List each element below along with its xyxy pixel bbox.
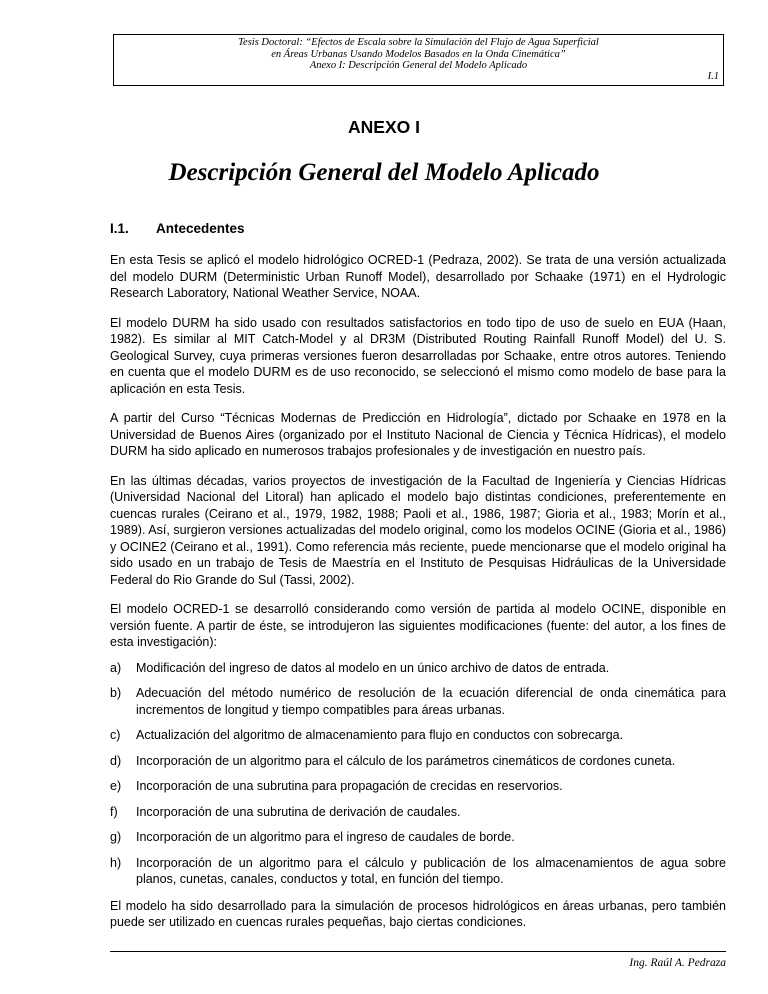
list-item xyxy=(110,753,726,770)
closing-paragraph: El modelo ha sido desarrollado para la simulación de procesos hidrológicos en áreas urbanas, pero también puede ser utilizado en cuencas rurales pequeñas, bajo ciertas condiciones. xyxy=(110,898,726,929)
footer-divider xyxy=(110,951,726,952)
list-item-label: a) xyxy=(110,660,122,675)
footer-author: Ing. Raúl A. Pedraza xyxy=(629,957,726,969)
list-item-text: Incorporación de un algoritmo para el cálculo de los parámetros cinemáticos de cordones cuneta. xyxy=(136,753,676,768)
list-item-label: f) xyxy=(110,804,118,819)
list-item xyxy=(110,685,726,718)
paragraph: El modelo DURM ha sido usado con resultados satisfactorios en todo tipo de uso de suelo en EUA (Haan, 1982). Es similar al MIT Catch-Model y al DR3M (Distributed Routing Rainfall Runoff Model) del U. S. Geological Survey, cuya primeras versiones fueron desarrolladas por Schaake, entre otros autores. Teniendo en cuenta que el modelo DURM es de uso reconocido, se seleccionó el mismo como modelo de base para la aplicación en esta Tesis. xyxy=(110,315,726,396)
list-item-label: b) xyxy=(110,686,122,700)
section-number: I.1. xyxy=(110,221,129,236)
list-item xyxy=(110,829,726,846)
list-item-label: e) xyxy=(110,779,122,793)
page-number: I.1 xyxy=(707,70,719,82)
modifications-list xyxy=(110,660,726,888)
annex-title: ANEXO I xyxy=(348,117,420,137)
paragraph: El modelo OCRED-1 se desarrolló considerando como versión de partida al modelo OCINE, disponible en versión fuente. A partir de éste, se introdujeron las siguientes modificaciones (fuente: del autor, a los fines de esta investigación): xyxy=(110,602,726,649)
header-line-1: Tesis Doctoral: “Efectos de Escala sobre la Simulación del Flujo de Agua Superficial xyxy=(238,37,599,48)
section-heading xyxy=(110,221,245,236)
list-item-label: g) xyxy=(110,830,122,844)
list-item-text: Incorporación de un algoritmo para el ingreso de caudales de borde. xyxy=(136,830,515,844)
list-item-label: d) xyxy=(110,753,122,768)
list-item xyxy=(110,855,726,888)
list-item xyxy=(110,804,726,821)
list-item-label: h) xyxy=(110,855,122,870)
list-item xyxy=(110,727,726,744)
section-title: Antecedentes xyxy=(156,221,245,236)
header-line-3: Anexo I: Descripción General del Modelo Aplicado xyxy=(309,60,528,71)
body-text xyxy=(110,252,726,944)
paragraph: En las últimas décadas, varios proyectos de investigación de la Facultad de Ingeniería y Ciencias Hídricas (Universidad Nacional del Litoral) han aplicado el modelo bajo distintas condiciones, preferentemente en cuencas rurales (Ceirano et al., 1979, 1982, 1988; Paoli et al., 1986, 1987; Gioria et al., 1983; Morín et al., 1989). Así, surgieron versiones actualizadas del modelo original, como los modelos OCINE (Gioria et al., 1986) y OCINE2 (Ceirano et al., 1991). Como referencia más reciente, puede mencionarse que el modelo original ha sido usado en un trabajo de Tesis de Maestría en el Instituto de Pesquisas Hidráulicas de la Universidade Federal do Rio Grande do Sul (Tassi, 2002). xyxy=(110,473,726,587)
paragraph: En esta Tesis se aplicó el modelo hidrológico OCRED-1 (Pedraza, 2002). Se trata de una versión actualizada del modelo DURM (Deterministic Urban Runoff Model), desarrollado por Schaake (1971) en el Hydrologic Research Laboratory, National Weather Service, NOAA. xyxy=(110,253,726,300)
paragraph: A partir del Curso “Técnicas Modernas de Predicción en Hidrología”, dictado por Schaake en 1978 en la Universidad de Buenos Aires (organizado por el Instituto Nacional de Ciencia y Técnica Hídricas), el modelo DURM ha sido aplicado en numerosos trabajos profesionales y de investigación en nuestro país. xyxy=(110,411,726,458)
list-item-text: Incorporación de una subrutina para propagación de crecidas en reservorios. xyxy=(136,779,563,793)
list-item-label: c) xyxy=(110,728,121,742)
page-title: Descripción General del Modelo Aplicado xyxy=(168,159,600,186)
running-header xyxy=(113,34,724,86)
header-line-2: en Áreas Urbanas Usando Modelos Basados en la Onda Cinemática” xyxy=(271,48,566,60)
list-item-text: Actualización del algoritmo de almacenamiento para flujo en conductos con sobrecarga. xyxy=(136,728,624,742)
list-item-text: Adecuación del método numérico de resolución de la ecuación diferencial de onda cinemática para incrementos de longitud y tiempo compatibles para áreas urbanas. xyxy=(136,686,726,717)
list-item-text: Incorporación de una subrutina de derivación de caudales. xyxy=(136,804,461,819)
list-item-text: Modificación del ingreso de datos al modelo en un único archivo de datos de entrada. xyxy=(136,660,610,675)
list-item-text: Incorporación de un algoritmo para el cálculo y publicación de los almacenamientos de agua sobre planos, cunetas, canales, conductos y total, en función del tiempo. xyxy=(136,855,726,886)
list-item xyxy=(110,660,726,677)
list-item xyxy=(110,778,726,795)
